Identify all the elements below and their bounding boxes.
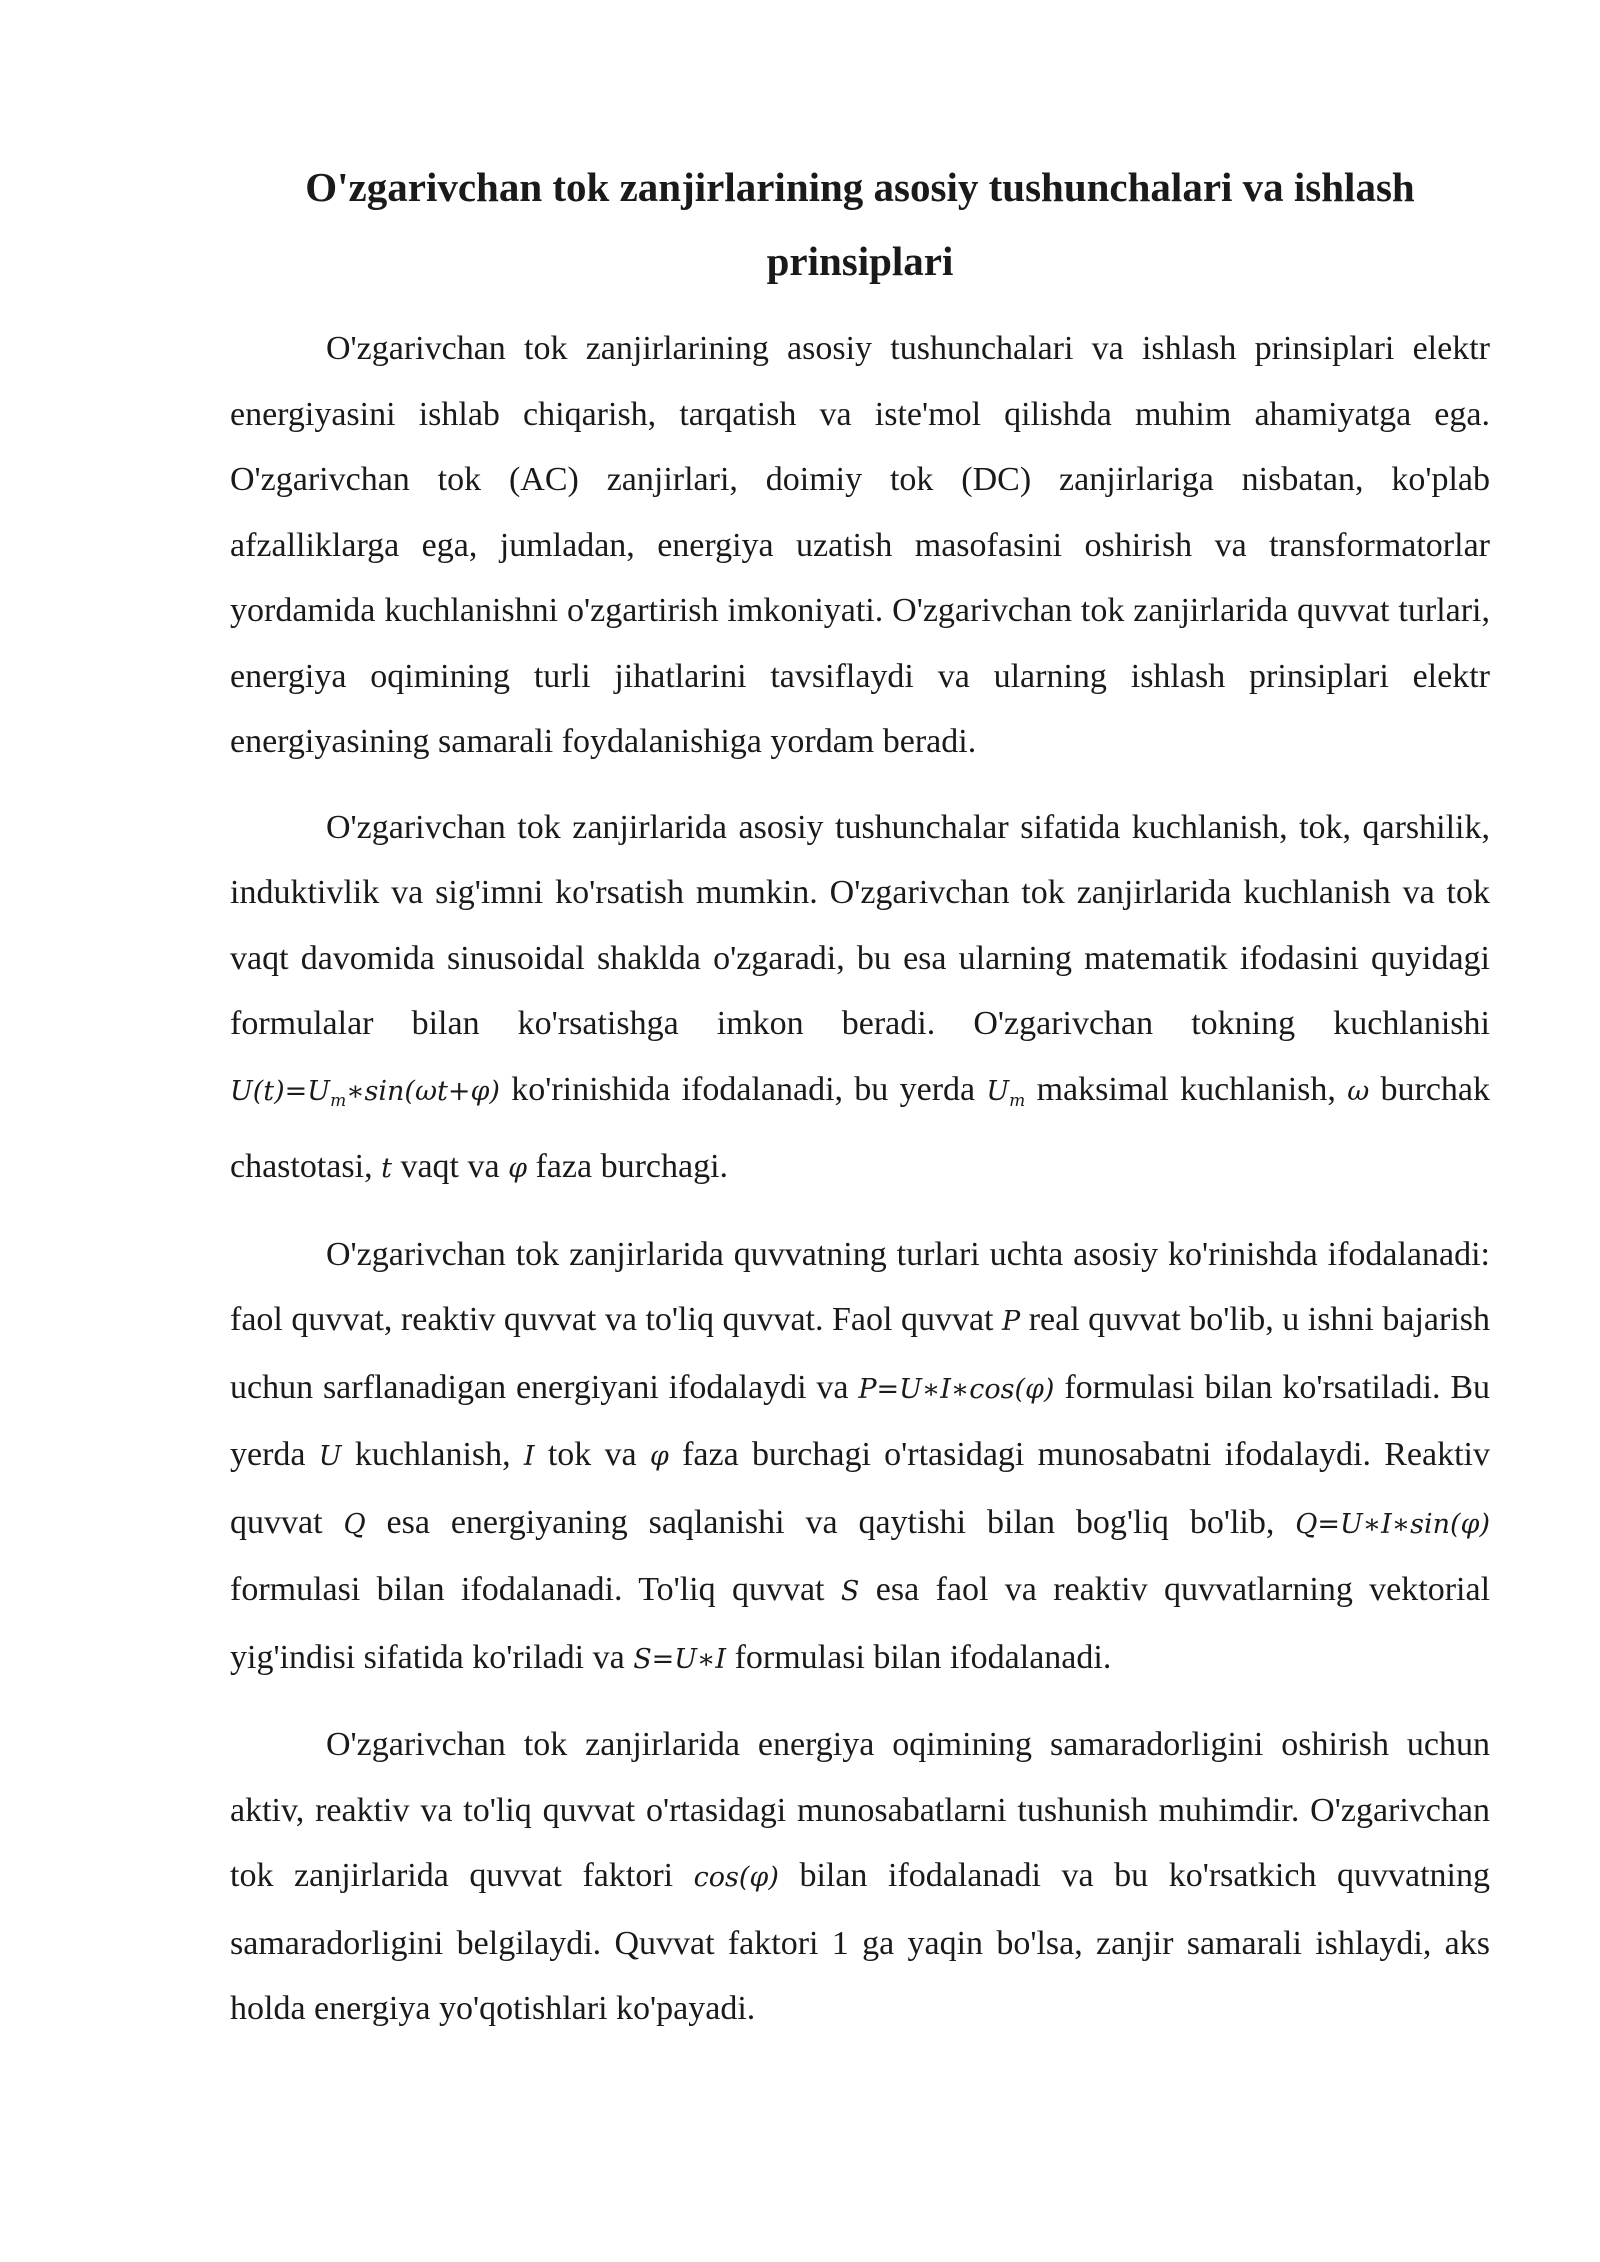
- reactive-power-formula: Q=U∗I∗sin(φ): [1295, 1508, 1491, 1540]
- paragraph-intro: [230, 316, 1490, 775]
- reactive-power-symbol: Q: [343, 1508, 366, 1540]
- power-factor-formula: cos(φ): [693, 1862, 779, 1893]
- paragraph-text: bilan ifodalanadi va bu ko'rsatkich quvvatning samaradorligini belgilaydi. Quvvat faktori 1 ga yaqin bo'lsa, zanjir samarali ishlaydi, aks holda energiya yo'qotishlari ko'payadi.: [230, 1857, 1490, 2027]
- voltage-symbol: U: [318, 1441, 342, 1472]
- current-symbol: I: [523, 1441, 535, 1472]
- document-page: [230, 150, 1490, 2062]
- active-power-formula: P=U∗I∗cos(φ): [858, 1373, 1055, 1405]
- apparent-power-formula: S=U∗I: [633, 1643, 727, 1675]
- phi-symbol: φ: [508, 1153, 527, 1184]
- paragraph-text: O'zgarivchan tok zanjirlarining asosiy tushunchalari va ishlash prinsiplari elektr energiyasini ishlab chiqarish, tarqatish va iste'mol qilishda muhim ahamiyatga ega. O'zgarivchan tok (AC) zanjirlari, doimiy tok (DC) zanjirlariga nisbatan, ko'plab afzalliklarga ega, jumladan, energiya uzatish masofasini oshirish va transformatorlar yordamida kuchlanishni o'zgartirish imkoniyati. O'zgarivchan tok zanjirlarida quvvat turlari, energiya oqimining turli jihatlarini tavsiflaydi va ularning ishlash prinsiplari elektr energiyasining samarali foydalanishiga yordam beradi.: [230, 330, 1490, 760]
- paragraph-power-types: [230, 1222, 1490, 1693]
- paragraph-text: maksimal kuchlanish,: [1036, 1070, 1336, 1108]
- active-power-symbol: P: [1002, 1306, 1021, 1337]
- paragraph-text: O'zgarivchan tok zanjirlarida energiya oqimining samaradorligini oshirish uchun aktiv, reaktiv va to'liq quvvat o'rtasidagi munosabatlarni tushunish muhimdir. O'zgarivchan tok zanjirlarida quvvat faktori: [230, 1726, 1490, 1894]
- paragraph-text: esa energiyaning saqlanishi va qaytishi bilan bog'liq bo'lib,: [386, 1503, 1275, 1541]
- paragraph-text: ko'rinishida ifodalanadi, bu yerda: [511, 1070, 976, 1108]
- paragraph-text: formulasi bilan ifodalanadi. To'liq quvvat: [230, 1571, 825, 1608]
- paragraph-text: faza burchagi o'rtasidagi munosabatni ifodalaydi. Reaktiv quvvat: [230, 1436, 1490, 1541]
- paragraph-text: real quvvat bo'lib, u ishni bajarish uchun sarflanadigan energiyani ifodalaydi va: [230, 1301, 1491, 1406]
- voltage-formula: $U(t)=U_m∗\sin(\omega t+\varphi)$: [230, 1075, 500, 1111]
- document-title: O'zgarivchan tok zanjirlarining asosiy tushunchalari va ishlash prinsiplari: [305, 164, 1415, 284]
- paragraph-text: formulasi bilan ko'rsatiladi. Bu yerda: [230, 1368, 1490, 1473]
- paragraph-text: O'zgarivchan tok zanjirlarida quvvatning turlari uchta asosiy ko'rinishda ifodalanadi: faol quvvat, reaktiv quvvat va to'liq quvvat. Faol quvvat: [230, 1235, 1490, 1338]
- paragraph-text: kuchlanish,: [354, 1436, 511, 1473]
- paragraph-text: formulasi bilan ifodalanadi.: [734, 1638, 1112, 1676]
- paragraph-text: burchak chastotasi,: [230, 1070, 1491, 1185]
- paragraph-text: faza burchagi.: [535, 1148, 729, 1185]
- paragraph-text: tok va: [547, 1436, 637, 1473]
- paragraph-power-factor: [230, 1712, 1490, 2042]
- time-symbol: t: [381, 1153, 392, 1184]
- paragraph-text: O'zgarivchan tok zanjirlarida asosiy tushunchalar sifatida kuchlanish, tok, qarshilik, induktivlik va sig'imni ko'rsatish mumkin. O'zgarivchan tok zanjirlarida kuchlanish va tok vaqt davomida sinusoidal shaklda o'zgaradi, bu esa ularning matematik ifodasini quyidagi formulalar bilan ko'rsatishga imkon beradi. O'zgarivchan tokning kuchlanishi: [230, 808, 1490, 1042]
- phi-symbol: φ: [649, 1441, 669, 1472]
- max-voltage-symbol: $U_m$: [986, 1075, 1026, 1111]
- apparent-power-symbol: S: [840, 1576, 860, 1607]
- paragraph-text: vaqt va: [400, 1148, 500, 1185]
- paragraph-text: esa faol va reaktiv quvvatlarning vektorial yig'indisi sifatida ko'riladi va: [230, 1571, 1491, 1676]
- paragraph-concepts: [230, 795, 1490, 1202]
- omega-symbol: ω: [1347, 1075, 1370, 1107]
